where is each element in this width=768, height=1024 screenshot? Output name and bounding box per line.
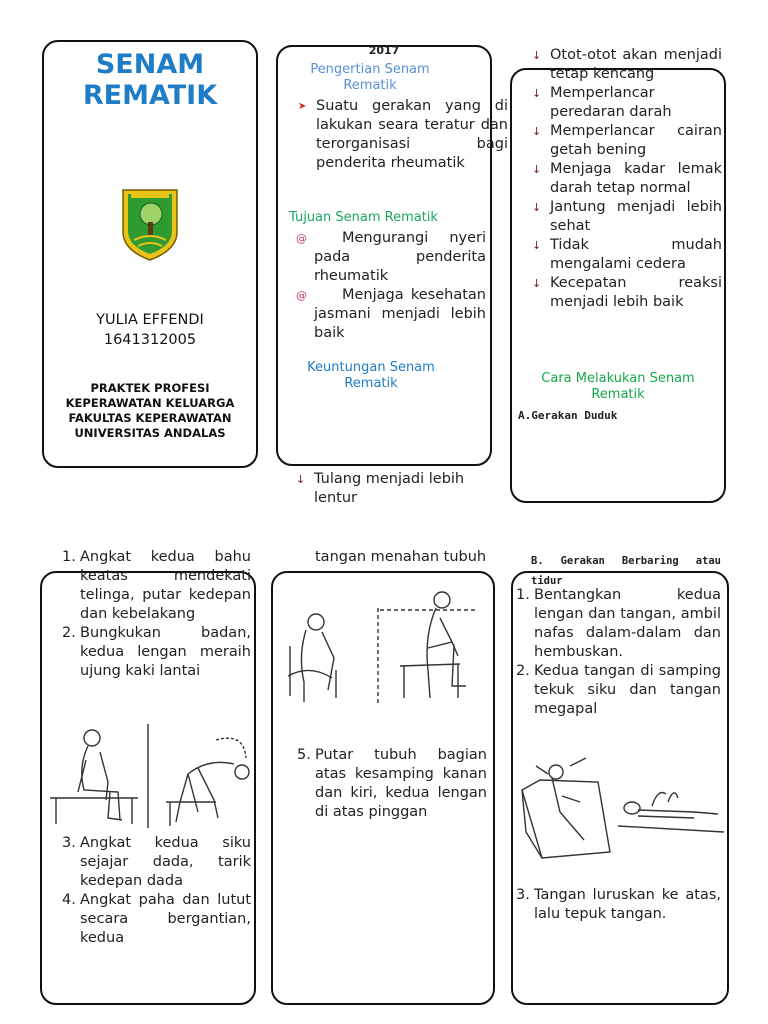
step-item: 2. Bungkukan badan, kedua lengan meraih ujung kaki lantai: [62, 625, 251, 679]
benefit-item: ↓ Jantung menjadi lebih sehat: [532, 199, 722, 234]
benefit-item: ↓ Otot-otot akan menjadi tetap kencang: [532, 47, 722, 82]
pengertian-text: Suatu gerakan yang di lakukan seara teratur dan terorganisasi bagi penderita rheumatik: [316, 98, 508, 171]
red-arrow-bullet-icon: ➤: [298, 101, 307, 112]
down-arrow-bullet-icon: ↓: [532, 163, 542, 176]
step-item: 1. Angkat kedua bahu keatas mendekati telinga, putar kedepan dan kebelakang: [62, 549, 251, 622]
step-item: 3. Tangan luruskan ke atas, lalu tepuk tangan.: [516, 887, 721, 922]
pengertian-item: [294, 97, 508, 173]
pengertian-heading: Pengertian Senam Rematik: [310, 62, 430, 93]
tujuan-item: [292, 229, 486, 286]
pink-swirl-bullet-icon: @: [296, 289, 307, 302]
institution-line1: PRAKTEK PROFESI: [90, 381, 210, 395]
cover-title: [44, 49, 256, 111]
benefits-list: [528, 46, 722, 312]
author-block: [44, 310, 256, 350]
benefit-item: ↓ Kecepatan reaksi menjadi lebih baik: [532, 275, 722, 310]
cover-panel: [42, 40, 258, 468]
tujuan-heading: Tujuan Senam Rematik: [289, 210, 438, 225]
step-item: 2. Kedua tangan di samping tekuk siku dan tangan megapal: [516, 663, 721, 717]
exercise-sketch-seated: [48, 722, 252, 830]
keuntungan-first: Tulang menjadi lebih lentur: [314, 471, 465, 506]
exercise-sketch-knee: [280, 586, 486, 706]
keuntungan-item: [292, 470, 510, 508]
keuntungan-heading: Keuntungan Senam Rematik: [307, 360, 435, 391]
tujuan-list: [292, 229, 486, 343]
panel6-steps-top: [516, 586, 721, 719]
year-label: 2017: [368, 44, 400, 57]
step-item: 4. Angkat paha dan lutut secara bergantian, kedua: [62, 892, 251, 946]
section-b-label: B. Gerakan Berbaring atau tidur: [531, 555, 721, 587]
steps-bottom-list: [62, 834, 251, 948]
exercise-sketch-lying: [518, 752, 724, 864]
continuation-text: tangan menahan tubuh: [315, 549, 487, 565]
section-a-label: A.Gerakan Duduk: [518, 409, 618, 422]
benefit-item: ↓ Menjaga kadar lemak darah tetap normal: [532, 161, 722, 196]
tujuan-item-text: Mengurangi nyeri pada penderita rheumatik: [314, 230, 486, 284]
down-arrow-bullet-icon: ↓: [532, 239, 542, 252]
down-arrow-bullet-icon: ↓: [532, 125, 542, 138]
tujuan-item: [292, 286, 486, 343]
down-arrow-bullet-icon: ↓: [296, 473, 306, 486]
institution-line2: KEPERAWATAN KELUARGA: [65, 396, 235, 410]
benefit-item: ↓ Memperlancar peredaran darah: [532, 85, 672, 120]
panel6-step3: [516, 886, 721, 924]
tujuan-item-text: Menjaga kesehatan jasmani menjadi lebih baik: [314, 287, 486, 341]
author-name: YULIA EFFENDI: [96, 312, 204, 328]
step-item: 3. Angkat kedua siku sejajar dada, tarik kedepan dada: [62, 835, 251, 889]
step5-item: [297, 746, 487, 822]
cover-title-line1: SENAM: [95, 49, 205, 80]
steps-top-list: [62, 548, 251, 681]
benefit-item: ↓ Memperlancar cairan getah bening: [532, 123, 722, 158]
step-item: 5. Putar tubuh bagian atas kesamping kanan dan kiri, kedua lengan di atas pinggan: [297, 747, 487, 820]
institution-line4: UNIVERSITAS ANDALAS: [74, 426, 226, 440]
benefit-item: ↓ Tidak mudah mengalami cedera: [532, 237, 722, 272]
down-arrow-bullet-icon: ↓: [532, 87, 542, 100]
institution-line3: FAKULTAS KEPERAWATAN: [68, 411, 232, 425]
cara-heading: Cara Melakukan Senam Rematik: [541, 371, 695, 402]
down-arrow-bullet-icon: ↓: [532, 277, 542, 290]
university-emblem-icon: [120, 184, 180, 262]
student-id: 1641312005: [103, 332, 197, 348]
institution-block: [44, 381, 256, 441]
down-arrow-bullet-icon: ↓: [532, 49, 542, 62]
pink-swirl-bullet-icon: @: [296, 232, 307, 245]
cover-title-line2: REMATIK: [82, 80, 218, 111]
down-arrow-bullet-icon: ↓: [532, 201, 542, 214]
step-item: 1. Bentangkan kedua lengan dan tangan, ambil nafas dalam-dalam dan hembuskan.: [516, 587, 721, 660]
